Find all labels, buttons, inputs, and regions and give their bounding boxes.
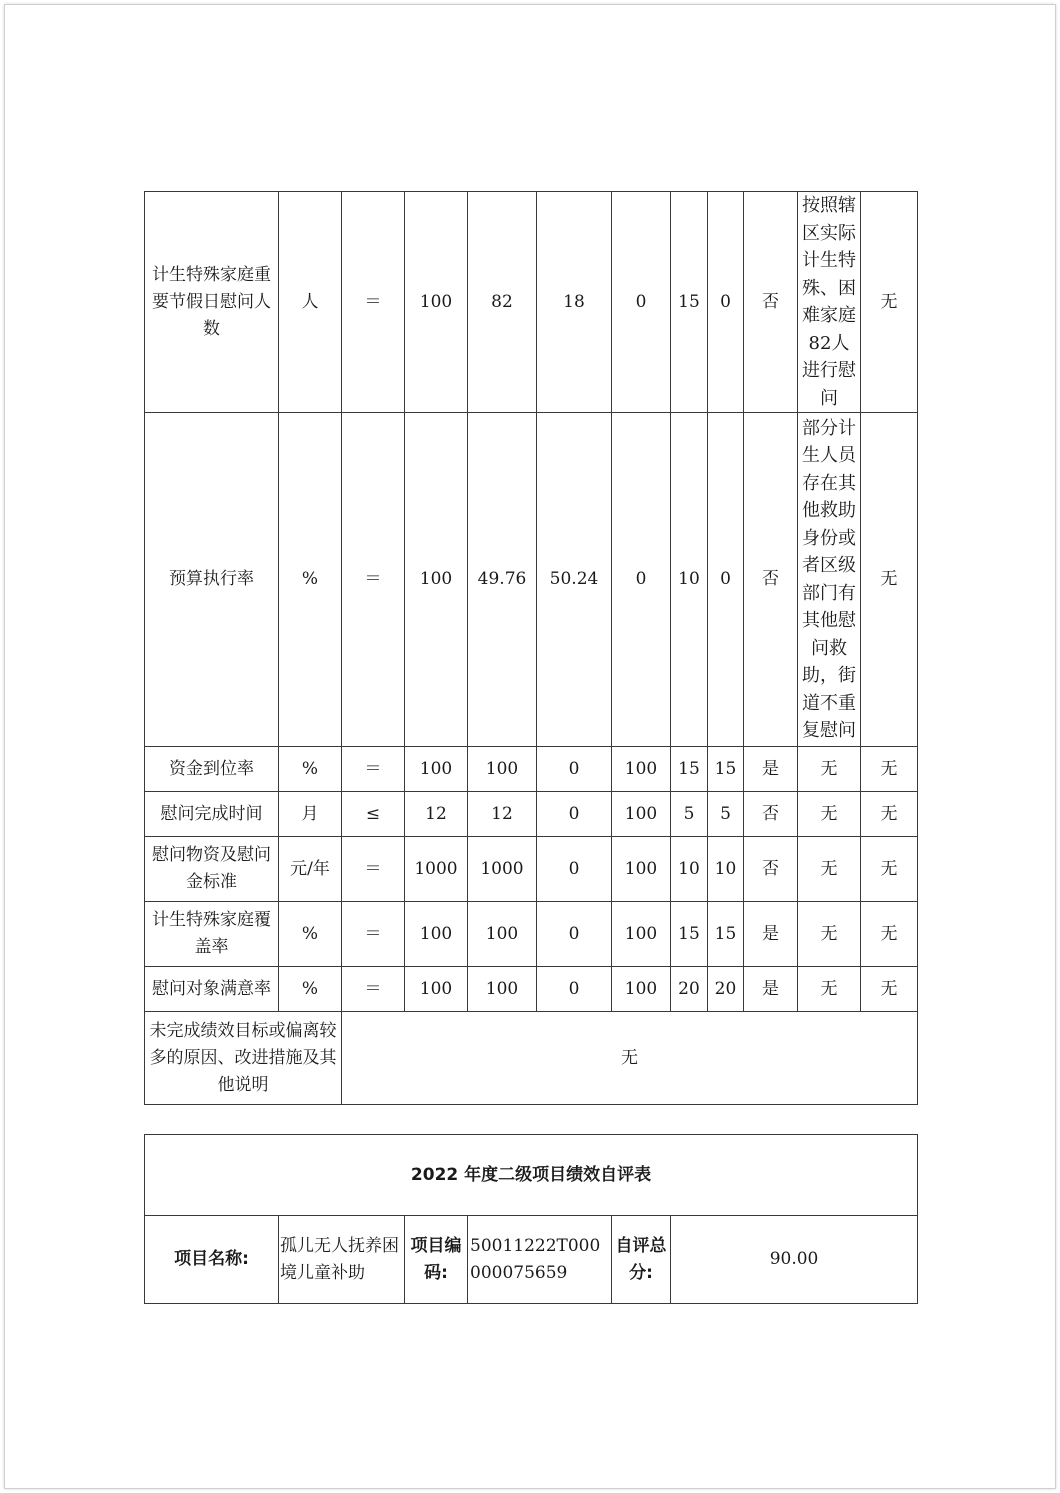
reason-cell: 无 xyxy=(798,967,861,1012)
actual-cell: 82 xyxy=(468,192,537,413)
flag-cell: 是 xyxy=(744,902,798,967)
reason-cell: 无 xyxy=(798,837,861,902)
reason-cell: 无 xyxy=(798,747,861,792)
unit-cell: % xyxy=(279,413,342,747)
deviation-cell: 0 xyxy=(537,967,612,1012)
indicator-name: 预算执行率 xyxy=(145,413,279,747)
actual-cell: 12 xyxy=(468,792,537,837)
deviation-cell: 0 xyxy=(537,837,612,902)
actual-cell: 100 xyxy=(468,902,537,967)
symbol-cell: ＝ xyxy=(342,192,405,413)
total-score-value: 90.00 xyxy=(671,1216,918,1304)
unit-cell: 月 xyxy=(279,792,342,837)
symbol-cell: ≤ xyxy=(342,792,405,837)
score-rate-cell: 0 xyxy=(612,413,671,747)
target-cell: 100 xyxy=(405,192,468,413)
symbol-cell: ＝ xyxy=(342,967,405,1012)
score-cell: 0 xyxy=(708,413,744,747)
flag-cell: 否 xyxy=(744,413,798,747)
flag-cell: 否 xyxy=(744,192,798,413)
indicator-name: 慰问对象满意率 xyxy=(145,967,279,1012)
symbol-cell: ＝ xyxy=(342,413,405,747)
score-rate-cell: 100 xyxy=(612,902,671,967)
remark-cell: 无 xyxy=(861,902,918,967)
indicator-name: 资金到位率 xyxy=(145,747,279,792)
indicator-name: 计生特殊家庭重要节假日慰问人数 xyxy=(145,192,279,413)
unit-cell: % xyxy=(279,967,342,1012)
total-score-label: 自评总分: xyxy=(612,1216,671,1304)
deviation-cell: 50.24 xyxy=(537,413,612,747)
unit-cell: 元/年 xyxy=(279,837,342,902)
table-row xyxy=(145,902,918,967)
flag-cell: 是 xyxy=(744,967,798,1012)
table-row xyxy=(145,792,918,837)
remark-cell: 无 xyxy=(861,837,918,902)
score-rate-cell: 100 xyxy=(612,967,671,1012)
reason-cell: 无 xyxy=(798,792,861,837)
title-row xyxy=(145,1135,918,1216)
weight-cell: 15 xyxy=(671,747,708,792)
symbol-cell: ＝ xyxy=(342,837,405,902)
unit-cell: % xyxy=(279,902,342,967)
reason-cell: 部分计生人员存在其他救助身份或者区级部门有其他慰问救助，街道不重复慰问 xyxy=(798,413,861,747)
weight-cell: 20 xyxy=(671,967,708,1012)
target-cell: 1000 xyxy=(405,837,468,902)
weight-cell: 15 xyxy=(671,902,708,967)
flag-cell: 是 xyxy=(744,747,798,792)
flag-cell: 否 xyxy=(744,792,798,837)
remark-cell: 无 xyxy=(861,967,918,1012)
table-row xyxy=(145,192,918,413)
target-cell: 12 xyxy=(405,792,468,837)
explanation-label: 未完成绩效目标或偏离较多的原因、改进措施及其他说明 xyxy=(145,1012,342,1105)
indicator-name: 计生特殊家庭覆盖率 xyxy=(145,902,279,967)
project-name-label: 项目名称: xyxy=(145,1216,279,1304)
explanation-row xyxy=(145,1012,918,1105)
remark-cell: 无 xyxy=(861,192,918,413)
score-cell: 10 xyxy=(708,837,744,902)
table-row xyxy=(145,413,918,747)
deviation-cell: 18 xyxy=(537,192,612,413)
actual-cell: 49.76 xyxy=(468,413,537,747)
score-rate-cell: 100 xyxy=(612,792,671,837)
actual-cell: 100 xyxy=(468,967,537,1012)
weight-cell: 5 xyxy=(671,792,708,837)
project-code-value: 50011222T000000075659 xyxy=(468,1216,612,1304)
target-cell: 100 xyxy=(405,413,468,747)
score-cell: 20 xyxy=(708,967,744,1012)
score-cell: 15 xyxy=(708,902,744,967)
self-evaluation-table xyxy=(144,1134,918,1304)
symbol-cell: ＝ xyxy=(342,902,405,967)
score-cell: 5 xyxy=(708,792,744,837)
reason-cell: 无 xyxy=(798,902,861,967)
indicator-name: 慰问完成时间 xyxy=(145,792,279,837)
form-title: 2022 年度二级项目绩效自评表 xyxy=(145,1135,918,1216)
deviation-cell: 0 xyxy=(537,747,612,792)
score-cell: 15 xyxy=(708,747,744,792)
indicator-name: 慰问物资及慰问金标准 xyxy=(145,837,279,902)
table-row xyxy=(145,967,918,1012)
reason-cell: 按照辖区实际计生特殊、困难家庭82人进行慰问 xyxy=(798,192,861,413)
flag-cell: 否 xyxy=(744,837,798,902)
explanation-value: 无 xyxy=(342,1012,918,1105)
target-cell: 100 xyxy=(405,967,468,1012)
weight-cell: 15 xyxy=(671,192,708,413)
deviation-cell: 0 xyxy=(537,902,612,967)
project-info-row xyxy=(145,1216,918,1304)
unit-cell: 人 xyxy=(279,192,342,413)
weight-cell: 10 xyxy=(671,837,708,902)
score-rate-cell: 100 xyxy=(612,837,671,902)
table-row xyxy=(145,837,918,902)
score-rate-cell: 100 xyxy=(612,747,671,792)
remark-cell: 无 xyxy=(861,413,918,747)
table-row xyxy=(145,747,918,792)
weight-cell: 10 xyxy=(671,413,708,747)
actual-cell: 100 xyxy=(468,747,537,792)
symbol-cell: ＝ xyxy=(342,747,405,792)
score-cell: 0 xyxy=(708,192,744,413)
project-code-label: 项目编码: xyxy=(405,1216,468,1304)
target-cell: 100 xyxy=(405,747,468,792)
target-cell: 100 xyxy=(405,902,468,967)
deviation-cell: 0 xyxy=(537,792,612,837)
actual-cell: 1000 xyxy=(468,837,537,902)
score-rate-cell: 0 xyxy=(612,192,671,413)
remark-cell: 无 xyxy=(861,747,918,792)
performance-indicator-table xyxy=(144,191,918,1105)
remark-cell: 无 xyxy=(861,792,918,837)
project-name-value: 孤儿无人抚养困境儿童补助 xyxy=(279,1216,405,1304)
unit-cell: % xyxy=(279,747,342,792)
